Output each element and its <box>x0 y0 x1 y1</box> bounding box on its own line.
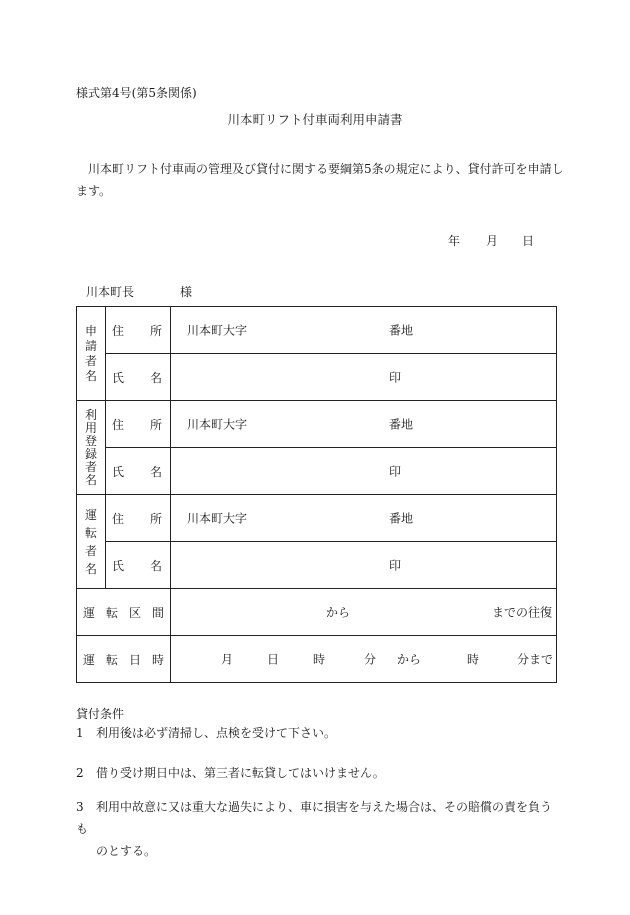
form-number: 様式第4号(第5条関係) <box>76 86 197 100</box>
applicant-name-field[interactable]: 印 <box>171 354 557 401</box>
addressee <box>86 283 192 300</box>
route-from: から <box>326 605 351 620</box>
dt-day: 日 <box>267 652 280 667</box>
dt-from: から <box>397 652 422 667</box>
datetime-label: 運 転 日 時 <box>77 636 171 683</box>
dt-month: 月 <box>221 652 234 667</box>
applicant-group-label <box>77 307 106 401</box>
condition-item: 2 借り受け期日中は、第三者に転貸してはいけません。 <box>76 766 385 780</box>
conditions-title: 貸付条件 <box>76 707 125 721</box>
route-label: 運 転 区 間 <box>77 589 171 636</box>
driver-address-field[interactable]: 川本町大字 番地 <box>171 495 557 542</box>
driver-name-row <box>77 542 557 589</box>
driver-name-field[interactable]: 印 <box>171 542 557 589</box>
application-table <box>76 306 557 683</box>
condition-item: 3 利用中故意に又は重大な過失により、車に損害を与えた場合は、その賠償の責を負うも のとする。 <box>76 800 553 858</box>
addressee-honorific: 様 <box>180 285 193 299</box>
addressee-name: 川本町長 <box>86 285 135 299</box>
applicant-address-field[interactable]: 川本町大字 番地 <box>171 307 557 354</box>
dt-hour2: 時 <box>467 652 480 667</box>
route-to: までの往復 <box>492 605 553 620</box>
document-title: 川本町リフト付車両利用申請書 <box>227 112 403 127</box>
dt-minute: 分 <box>364 652 377 667</box>
applicant-address-row <box>77 307 557 354</box>
driver-group-label <box>77 495 106 589</box>
address-label: 住 所 <box>106 495 171 542</box>
driver-label-chars: 運 転 者 名 <box>84 507 97 576</box>
address-label: 住 所 <box>106 401 171 448</box>
driver-address-row <box>77 495 557 542</box>
datetime-row <box>77 636 557 683</box>
user-address-row <box>77 401 557 448</box>
dt-hour: 時 <box>313 652 326 667</box>
name-label: 氏 名 <box>106 448 171 495</box>
date-month: 月 <box>486 234 499 248</box>
application-statement: 川本町リフト付車両の管理及び貸付に関する要綱第5条の規定により、貸付許可を申請します。 <box>76 162 564 198</box>
route-field[interactable] <box>171 589 557 636</box>
date-day: 日 <box>522 234 535 248</box>
date-year: 年 <box>448 234 461 248</box>
user-label-chars: 利 用 登 録 者 名 <box>84 407 97 487</box>
name-label: 氏 名 <box>106 542 171 589</box>
applicant-name-row <box>77 354 557 401</box>
date-line <box>448 232 534 249</box>
name-label: 氏 名 <box>106 354 171 401</box>
address-label: 住 所 <box>106 307 171 354</box>
user-name-field[interactable]: 印 <box>171 448 557 495</box>
user-address-field[interactable]: 川本町大字 番地 <box>171 401 557 448</box>
dt-minute-until: 分まで <box>517 652 554 667</box>
route-row <box>77 589 557 636</box>
datetime-field[interactable] <box>171 636 557 683</box>
user-name-row <box>77 448 557 495</box>
applicant-label-chars: 申 請 者 名 <box>84 323 97 383</box>
user-group-label <box>77 401 106 495</box>
condition-item: 1 利用後は必ず清掃し、点検を受けて下さい。 <box>76 726 337 740</box>
